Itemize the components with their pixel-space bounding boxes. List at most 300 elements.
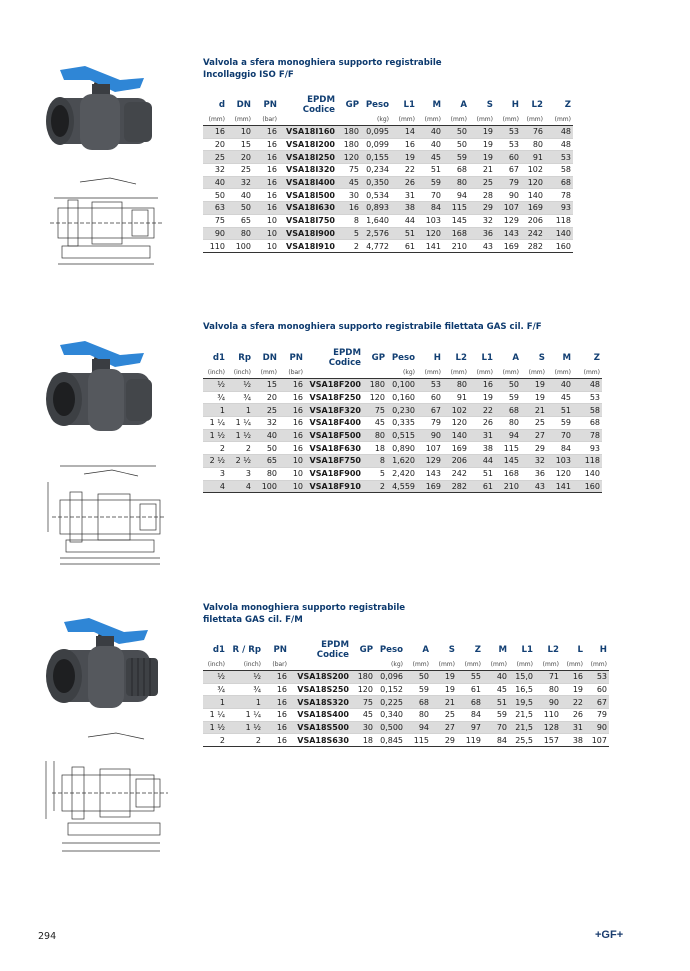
table-cell: 143 xyxy=(495,227,521,240)
column-header: H xyxy=(599,645,607,655)
unit-label xyxy=(305,368,363,379)
table-cell: 90 xyxy=(203,227,227,240)
table-cell: ½ xyxy=(227,379,253,392)
table-cell: 59 xyxy=(417,176,443,189)
table-cell: 145 xyxy=(443,214,469,227)
table-cell: ¾ xyxy=(203,391,227,404)
table-cell: 282 xyxy=(443,480,469,493)
unit-label: (mm) xyxy=(469,115,495,126)
table-cell: 68 xyxy=(545,176,573,189)
table-cell: 32 xyxy=(469,214,495,227)
unit-label: (inch) xyxy=(227,368,253,379)
table-cell: 118 xyxy=(573,455,602,468)
table-cell: 143 xyxy=(417,467,443,480)
table-row xyxy=(203,671,609,684)
table-cell: 94 xyxy=(495,429,521,442)
table-cell: 120 xyxy=(547,467,573,480)
table-row xyxy=(203,429,602,442)
table-cell: 97 xyxy=(457,721,483,734)
product-code: VSA18I320 xyxy=(279,164,337,177)
table-row xyxy=(203,404,602,417)
ball-valve-photo-1 xyxy=(40,60,160,160)
table-cell: 0,100 xyxy=(387,379,417,392)
table-row xyxy=(203,467,602,480)
table-cell: 16 xyxy=(279,417,305,430)
table-cell: 145 xyxy=(495,455,521,468)
product-code: VSA18I400 xyxy=(279,176,337,189)
table-cell: 48 xyxy=(573,379,602,392)
unit-label: (inch) xyxy=(203,660,227,671)
table-cell: 4 xyxy=(203,480,227,493)
table-cell: 1 ½ xyxy=(227,429,253,442)
unit-label: (mm) xyxy=(227,115,253,126)
table-cell: 31 xyxy=(561,721,585,734)
table-cell: 0,155 xyxy=(361,151,391,164)
table-cell: 120 xyxy=(417,227,443,240)
product-code: VSA18F910 xyxy=(305,480,363,493)
table-cell: 100 xyxy=(253,480,279,493)
table-cell: 50 xyxy=(443,126,469,139)
column-header: A xyxy=(512,353,519,363)
table-cell: 38 xyxy=(561,734,585,747)
table-cell: 60 xyxy=(585,683,609,696)
table-cell: 31 xyxy=(391,189,417,202)
table-cell: 18 xyxy=(351,734,375,747)
column-header: Z xyxy=(474,645,481,655)
column-header: H xyxy=(433,353,441,363)
table-cell: 29 xyxy=(469,202,495,215)
column-header: GP xyxy=(345,100,359,110)
table-cell: 115 xyxy=(405,734,431,747)
unit-label: (kg) xyxy=(375,660,405,671)
table-cell: 8 xyxy=(337,214,361,227)
column-header: M xyxy=(562,353,571,363)
table-cell: 19,5 xyxy=(509,696,535,709)
table-cell: 65 xyxy=(227,214,253,227)
table-cell: 19 xyxy=(469,391,495,404)
table-cell: 40 xyxy=(203,176,227,189)
table-cell: 32 xyxy=(253,417,279,430)
table-cell: 10 xyxy=(279,467,305,480)
table-cell: 45 xyxy=(337,176,361,189)
table-cell: 50 xyxy=(253,442,279,455)
table-cell: 16 xyxy=(279,391,305,404)
column-header: L xyxy=(577,645,583,655)
table-cell: 8 xyxy=(363,455,387,468)
table-cell: 51 xyxy=(469,467,495,480)
column-header: L2 xyxy=(455,353,467,363)
product-code: VSA18S400 xyxy=(289,709,351,722)
table-cell: 110 xyxy=(535,709,561,722)
table-row xyxy=(203,696,609,709)
unit-label: (mm) xyxy=(585,660,609,671)
product-code: VSA18S320 xyxy=(289,696,351,709)
table-cell: 2 xyxy=(203,442,227,455)
table-cell: 50 xyxy=(405,671,431,684)
table-cell: 79 xyxy=(417,417,443,430)
table-cell: 75 xyxy=(351,696,375,709)
product-code: VSA18S630 xyxy=(289,734,351,747)
section-3-title xyxy=(203,602,405,626)
unit-label: (mm) xyxy=(443,115,469,126)
table-cell: 115 xyxy=(495,442,521,455)
table-cell: 120 xyxy=(521,176,545,189)
column-header: A xyxy=(460,100,467,110)
product-code: VSA18I250 xyxy=(279,151,337,164)
table-cell: 129 xyxy=(495,214,521,227)
table-cell: 80 xyxy=(253,467,279,480)
table-row xyxy=(203,734,609,747)
column-header: L1 xyxy=(481,353,493,363)
table-row xyxy=(203,126,573,139)
table-cell: 16 xyxy=(279,379,305,392)
column-header: R / Rp xyxy=(232,645,261,655)
table-cell: 51 xyxy=(417,164,443,177)
column-header: M xyxy=(498,645,507,655)
table-cell: 75 xyxy=(203,214,227,227)
table-cell: 16 xyxy=(253,189,279,202)
units-row xyxy=(203,368,602,379)
table-row xyxy=(203,391,602,404)
table-cell: 28 xyxy=(469,189,495,202)
table-cell: 2 xyxy=(227,442,253,455)
table-cell: 75 xyxy=(363,404,387,417)
table-cell: 0,096 xyxy=(375,671,405,684)
table-cell: 53 xyxy=(545,151,573,164)
unit-label: (mm) xyxy=(443,368,469,379)
table-cell: 107 xyxy=(417,442,443,455)
column-header: H xyxy=(511,100,519,110)
column-header: S xyxy=(448,645,455,655)
table-cell: 59 xyxy=(483,709,509,722)
table-cell: 43 xyxy=(521,480,547,493)
product-code: VSA18S250 xyxy=(289,683,351,696)
column-header: EPDM Codice xyxy=(316,640,349,660)
product-code: VSA18I910 xyxy=(279,240,337,253)
table-cell: 68 xyxy=(405,696,431,709)
column-header: Peso xyxy=(365,100,389,110)
table-cell: 0,160 xyxy=(387,391,417,404)
table-cell: 120 xyxy=(337,151,361,164)
table-row xyxy=(203,240,573,253)
table-cell: 16 xyxy=(263,671,289,684)
table-cell: 120 xyxy=(443,417,469,430)
table-cell: 1 ½ xyxy=(203,721,227,734)
table-cell: 16,5 xyxy=(509,683,535,696)
unit-label: (mm) xyxy=(547,368,573,379)
table-cell: 19 xyxy=(469,151,495,164)
table-cell: 43 xyxy=(469,240,495,253)
table-cell: 0,225 xyxy=(375,696,405,709)
table-cell: 80 xyxy=(535,683,561,696)
table-cell: 53 xyxy=(573,391,602,404)
table-cell: 76 xyxy=(521,126,545,139)
table-cell: 26 xyxy=(469,417,495,430)
table-cell: 3 xyxy=(227,467,253,480)
table-cell: 1 ½ xyxy=(203,429,227,442)
table-cell: 10 xyxy=(253,214,279,227)
table-cell: 48 xyxy=(545,138,573,151)
header-row xyxy=(203,95,573,115)
technical-drawing-1 xyxy=(40,170,170,270)
table-cell: 60 xyxy=(495,151,521,164)
table-cell: 141 xyxy=(417,240,443,253)
table-cell: 103 xyxy=(417,214,443,227)
unit-label: (mm) xyxy=(203,115,227,126)
table-cell: 15 xyxy=(227,138,253,151)
table-cell: 60 xyxy=(417,391,443,404)
table-cell: 25 xyxy=(253,404,279,417)
table-cell: 19 xyxy=(469,138,495,151)
table-cell: 2,576 xyxy=(361,227,391,240)
table-cell: 107 xyxy=(495,202,521,215)
table-cell: 19 xyxy=(391,151,417,164)
table-cell: 180 xyxy=(363,379,387,392)
column-header: d xyxy=(218,100,225,110)
table-cell: 118 xyxy=(545,214,573,227)
table-cell: 58 xyxy=(545,164,573,177)
column-header: EPDM Codice xyxy=(302,95,335,115)
table-row xyxy=(203,417,602,430)
table-cell: 71 xyxy=(535,671,561,684)
table-cell: 25,5 xyxy=(509,734,535,747)
table-cell: 0,515 xyxy=(387,429,417,442)
table-cell: 102 xyxy=(443,404,469,417)
table-cell: 70 xyxy=(547,429,573,442)
table-cell: 1 xyxy=(203,696,227,709)
page-number: 294 xyxy=(38,931,57,942)
unit-label xyxy=(279,115,337,126)
table-cell: 79 xyxy=(585,709,609,722)
unit-label: (mm) xyxy=(521,368,547,379)
ball-valve-photo-3 xyxy=(40,612,165,717)
column-header: Peso xyxy=(391,353,415,363)
table-cell: 16 xyxy=(279,404,305,417)
table-cell: 16 xyxy=(263,709,289,722)
product-code: VSA18I500 xyxy=(279,189,337,202)
unit-label xyxy=(289,660,351,671)
table-cell: 5 xyxy=(337,227,361,240)
column-header: d1 xyxy=(212,645,225,655)
table-cell: 180 xyxy=(351,671,375,684)
table-cell: 20 xyxy=(227,151,253,164)
table-cell: 91 xyxy=(443,391,469,404)
table-cell: 180 xyxy=(337,126,361,139)
table-cell: 140 xyxy=(573,467,602,480)
table-cell: 25 xyxy=(227,164,253,177)
column-header: GP xyxy=(359,645,373,655)
table-cell: 10 xyxy=(253,227,279,240)
unit-label: (bar) xyxy=(253,115,279,126)
table-cell: 16 xyxy=(469,379,495,392)
product-code: VSA18F400 xyxy=(305,417,363,430)
table-cell: 55 xyxy=(457,671,483,684)
section-3-title-line1: Valvola monoghiera supporto registrabile xyxy=(203,603,406,613)
table-cell: 0,893 xyxy=(361,202,391,215)
table-cell: 36 xyxy=(469,227,495,240)
table-cell: 1,620 xyxy=(387,455,417,468)
table-cell: 59 xyxy=(547,417,573,430)
column-header: DN xyxy=(236,100,251,110)
table-cell: 29 xyxy=(521,442,547,455)
table-cell: 44 xyxy=(391,214,417,227)
product-code: VSA18F630 xyxy=(305,442,363,455)
table-row xyxy=(203,202,573,215)
unit-label: (mm) xyxy=(469,368,495,379)
unit-label: (inch) xyxy=(227,660,263,671)
table-row xyxy=(203,721,609,734)
units-row xyxy=(203,660,609,671)
table-cell: 206 xyxy=(521,214,545,227)
gf-logo: +GF+ xyxy=(595,929,624,941)
table-cell: 115 xyxy=(443,202,469,215)
table-cell: 70 xyxy=(417,189,443,202)
product-code: VSA18F200 xyxy=(305,379,363,392)
table-cell: 80 xyxy=(405,709,431,722)
table-cell: 45 xyxy=(417,151,443,164)
section-2-title xyxy=(203,321,542,333)
table-cell: 25 xyxy=(469,176,495,189)
table-cell: 59 xyxy=(495,391,521,404)
product-code: VSA18F320 xyxy=(305,404,363,417)
table-cell: 51 xyxy=(547,404,573,417)
product-code: VSA18I750 xyxy=(279,214,337,227)
table-cell: 168 xyxy=(495,467,521,480)
table-cell: 16 xyxy=(337,202,361,215)
column-header: L1 xyxy=(403,100,415,110)
header-row xyxy=(203,640,609,660)
table-cell: 44 xyxy=(469,455,495,468)
column-header: Z xyxy=(593,353,600,363)
table-cell: 0,099 xyxy=(361,138,391,151)
table-cell: 3 xyxy=(203,467,227,480)
table-row xyxy=(203,214,573,227)
column-header: Peso xyxy=(379,645,403,655)
table-cell: 16 xyxy=(279,442,305,455)
table-cell: 0,335 xyxy=(387,417,417,430)
table-cell: 32 xyxy=(521,455,547,468)
table-cell: 27 xyxy=(521,429,547,442)
table-cell: 206 xyxy=(443,455,469,468)
table-row xyxy=(203,227,573,240)
table-cell: 10 xyxy=(279,455,305,468)
table-cell: 4,559 xyxy=(387,480,417,493)
table-cell: 80 xyxy=(363,429,387,442)
table-cell: 16 xyxy=(253,138,279,151)
table-cell: 1 xyxy=(203,404,227,417)
table-cell: 93 xyxy=(545,202,573,215)
table-cell: 16 xyxy=(561,671,585,684)
column-header: M xyxy=(432,100,441,110)
table-cell: 67 xyxy=(495,164,521,177)
column-header: Z xyxy=(564,100,571,110)
column-header: Rp xyxy=(238,353,251,363)
table-cell: 40 xyxy=(227,189,253,202)
table-cell: 93 xyxy=(573,442,602,455)
unit-label: (kg) xyxy=(387,368,417,379)
table-cell: 21,5 xyxy=(509,709,535,722)
unit-label: (mm) xyxy=(405,660,431,671)
table-cell: 16 xyxy=(263,734,289,747)
table-cell: 53 xyxy=(417,379,443,392)
table-cell: 68 xyxy=(495,404,521,417)
table-cell: 40 xyxy=(417,138,443,151)
table-cell: 157 xyxy=(535,734,561,747)
table-cell: 107 xyxy=(585,734,609,747)
table-cell: 160 xyxy=(545,240,573,253)
table-cell: 50 xyxy=(203,189,227,202)
table-cell: 4 xyxy=(227,480,253,493)
table-cell: 29 xyxy=(431,734,457,747)
table-cell: 48 xyxy=(545,126,573,139)
table-cell: 80 xyxy=(443,379,469,392)
table-cell: 1 xyxy=(227,404,253,417)
table-cell: 25 xyxy=(431,709,457,722)
table-cell: 15 xyxy=(253,379,279,392)
section-1-title-line2: Incollaggio ISO F/F xyxy=(203,70,294,80)
table-row xyxy=(203,176,573,189)
header-row xyxy=(203,348,602,368)
table-cell: 58 xyxy=(573,404,602,417)
table-cell: 90 xyxy=(585,721,609,734)
table-cell: 242 xyxy=(521,227,545,240)
table-cell: 45 xyxy=(483,683,509,696)
product-code: VSA18F900 xyxy=(305,467,363,480)
table-cell: 100 xyxy=(227,240,253,253)
table-cell: 1 ¼ xyxy=(203,417,227,430)
table-cell: 1 xyxy=(227,696,263,709)
technical-drawing-3 xyxy=(40,727,175,862)
unit-label: (mm) xyxy=(417,368,443,379)
table-cell: 90 xyxy=(535,696,561,709)
table-cell: 4,772 xyxy=(361,240,391,253)
table-cell: 119 xyxy=(457,734,483,747)
table-cell: 31 xyxy=(469,429,495,442)
unit-label: (mm) xyxy=(545,115,573,126)
table-cell: 10 xyxy=(279,480,305,493)
table-cell: 16 xyxy=(253,176,279,189)
table-row xyxy=(203,138,573,151)
table-cell: 84 xyxy=(547,442,573,455)
table-cell: 20 xyxy=(203,138,227,151)
table-cell: 67 xyxy=(417,404,443,417)
table-cell: 40 xyxy=(417,126,443,139)
table-cell: 2,420 xyxy=(387,467,417,480)
unit-label: (mm) xyxy=(509,660,535,671)
table-cell: 10 xyxy=(253,240,279,253)
table-cell: 45 xyxy=(547,391,573,404)
table-row xyxy=(203,683,609,696)
table-cell: 40 xyxy=(253,429,279,442)
product-code: VSA18I900 xyxy=(279,227,337,240)
table-cell: 242 xyxy=(443,467,469,480)
table-cell: 53 xyxy=(495,126,521,139)
table-cell: 25 xyxy=(203,151,227,164)
unit-label: (mm) xyxy=(417,115,443,126)
column-header: GP xyxy=(371,353,385,363)
section-2-title-line1: Valvola a sfera monoghiera supporto registrabile filettata GAS cil. F/F xyxy=(203,322,542,332)
column-header: PN xyxy=(273,645,287,655)
table-row xyxy=(203,164,573,177)
table-cell: 110 xyxy=(203,240,227,253)
table-cell: 15,0 xyxy=(509,671,535,684)
table-cell: 5 xyxy=(363,467,387,480)
table-cell: 1,640 xyxy=(361,214,391,227)
unit-label: (mm) xyxy=(521,115,545,126)
table-cell: 2 xyxy=(227,734,263,747)
table-cell: 169 xyxy=(521,202,545,215)
table-cell: 141 xyxy=(547,480,573,493)
